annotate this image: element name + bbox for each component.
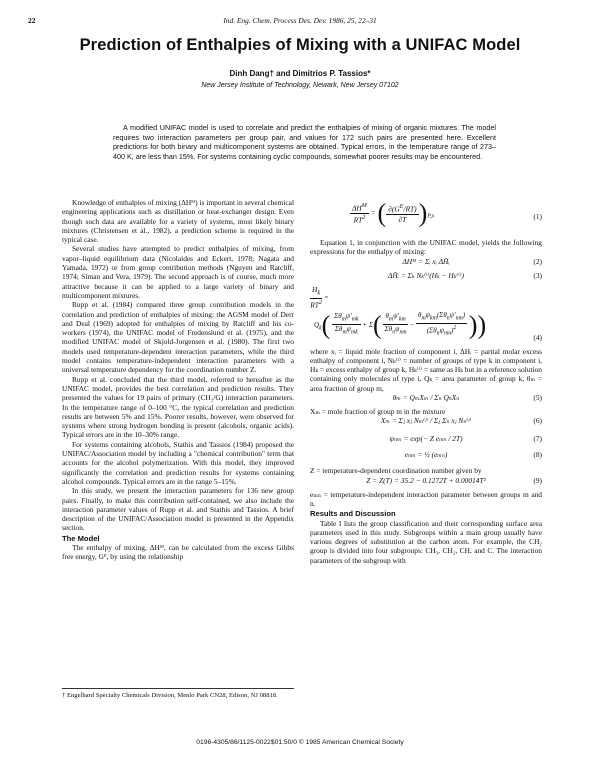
left-column [62,198,294,562]
equation-number: (8) [533,450,542,460]
equation-number: (3) [533,270,542,280]
equation-2 [310,257,542,271]
equation-9 [310,476,542,490]
section-heading-results: Results and Discussion [310,509,396,519]
paragraph: Table I lists the group classification and their corresponding surface area parameters used in this study. Subgroups within a main group usually have various degrees of substitution at the carbon atom. For example, the CH₂ group is divided into four subgroups: CH₃, CH₂, CH, and C. The interaction parameters of the subgroup with [310,518,542,565]
paragraph: eₘₙ = temperature-independent interaction parameter between groups m and n. [310,489,542,508]
paragraph: Rupp et al. concluded that the third model, referred to hereafter as the UNIFAC model, provides the best correlation and prediction results. They presented the values for 19 pairs of primary (CH₂/G) interaction parameters. In the temperature range of 0–100 °C, the typical correlation and prediction results are between 5% and 15%. Poorer results, however, were observed for systems where strong hydrogen bonding is present (alcohols, organic acids). Typical errors are in the 10–30% range. [62,374,294,440]
equation-text: Xₘ = Σⱼ xⱼ Nₘ⁽ʲ⁾ / Σⱼ Σₙ xⱼ Nₙ⁽ʲ⁾ [380,416,472,426]
paragraph: For systems containing alcohols, Stathis and Tassios (1984) proposed the UNIFAC/Association model by including a "chemical contribution" term that accounts for the alcohol polymerization. With this model, they improved significantly the correlation and prediction results for systems containing alcohol compounds. Typical errors are in the range 5–15%. [62,439,294,486]
right-column [310,198,542,565]
authors: Dinh Dang† and Dimitrios P. Tassios* [229,69,371,78]
equation-text: θₘ = QₘXₘ / Σₙ QₙXₙ [392,393,460,403]
abstract: A modified UNIFAC model is used to correlate and predict the enthalpies of mixing of organic mixtures. The model requires two interaction parameters per group pair, and values for 172 such pairs are presented here. Excellent predictions for both binary and multicomponent systems are obtained. Typical errors, in the temperature range of 273–400 K, are less than 15%. For systems containing cyclic compounds, somewhat poorer results may be encountered. [113,123,496,161]
equation-6 [310,416,542,434]
equation-text: Z = Z(T) = 35.2 − 0.1272T + 0.00014T² [366,475,486,485]
equation-text: ψₙₘ = exp(− Z eₙₘ / 2T) [389,434,463,444]
equation-number: (6) [533,416,542,426]
equation-3 [310,271,542,285]
equation-1: $\frac{\Delta H^M}{RT^2}$ = ( $\frac{\partial(G^E/RT)}{\partial T}$ )$_{P,x}$ (1) [352,198,542,228]
equation-number: (4) [533,332,542,342]
equation-text: ΔH̄ᵢ = Σₖ Nₖ⁽ⁱ⁾(Hₖ − Hₖ⁽ⁱ⁾) [388,270,464,280]
page-footer: 0196-4305/86/1125-0022$01.50/0 © 1985 American Chemical Society [196,739,404,746]
equation-number: (1) [533,212,542,221]
paper-title: Prediction of Enthalpies of Mixing with a UNIFAC Model [79,36,521,54]
equation-8 [310,450,542,466]
equation-number: (5) [533,393,542,403]
footnote: † Engelhard Specialty Chemicals Division, Menlo Park CN28, Edison, NJ 08818. [62,688,294,701]
paragraph: Knowledge of enthalpies of mixing (ΔHᴹ) is important in several chemical engineering applications such as distillation or heat-exchanger design. Even though such data are available for a variety of systems, most likely binary mixtures (Christensen et al., 1982), a prediction scheme is required in the typical case. [62,198,294,245]
equation-5 [310,393,542,407]
paragraph: Equation 1, in conjunction with the UNIFAC model, yields the following expressions for the enthalpy of mixing: [310,238,542,257]
paragraph: Rupp et al. (1984) compared three group contribution models in the correlation and prediction of enthalpies of mixing: the AGSM model of Derr and Deal (1969) adopted for enthalpies of mixing by Ratcliff and his co-workers (1974), the UNIFAC model of Fredenslund et al. (1975), and the modified UNIFAC model of Skjold-Jorgensen et al. (1980). The first two models used temperature-dependent interaction parameters, while the third model contains temperature-independent interaction parameters with a universal temperature dependency for the coordination number Z. [62,300,294,375]
paragraph: where xᵢ = liquid mole fraction of component i, ΔHᵢ = partial molar excess enthalpy of component i, Nₖ⁽ⁱ⁾ = number of groups of type k in component i, Hₖ = excess enthalpy of group k, Hₖ⁽ⁱ⁾ = same as Hₖ but in a reference solution containing only molecules of type i, Qₖ = area parameter of group k, θₘ = area fraction of group m, [310,346,542,393]
paragraph: Several studies have attempted to predict enthalpies of mixing, from vapor–liquid equilibrium data (Nicolaides and Eckert, 1978; Nagata and Yamada, 1972) or from group contribution methods (Nguyen and Ratcliff, 1974; Siman and Vera, 1979). The second approach is of course, much more attractive because it can be applied to a large variety of binary and multicomponent mixtures. [62,244,294,300]
equation-text: ΔHᴹ = Σᵢ xᵢ ΔH̄ᵢ [402,256,450,266]
affiliation: New Jersey Institute of Technology, Newark, New Jersey 07102 [201,82,399,89]
journal-citation: Ind. Eng. Chem. Process Des. Dev. 1986, 25, 22–31 [223,16,377,25]
paragraph: Z = temperature-dependent coordination number given by [310,466,482,476]
section-heading-model: The Model [62,533,100,543]
equation-number: (2) [533,256,542,266]
paragraph: The enthalpy of mixing, ΔHᴹ, can be calculated from the excess Gibbs free energy, Gᴱ, by using the relationship [62,542,294,562]
page-number: 22 [28,16,36,25]
paragraph: Xₘ = mole fraction of group m in the mixture [310,407,446,417]
equation-number: (7) [533,434,542,444]
equation-4: $\frac{H_k}{RT^2}$ = $Q_k$( $\frac{\Sigma\theta_m\psi'_{mk}}{\Sigma\theta_m\psi_{mk}}$ + Σ( $\frac{\theta_m\psi'_{km}}{\Sigma\theta_n\psi_{nm}}$ − $\frac{\theta_m\psi_{km}(\Sigma\theta_n\psi'_{nm})}{(\Sigma\theta_n\psi_{nm})^2}$ )) (4) [310,284,542,342]
equation-7 [310,434,542,450]
equation-text: eₙₘ = ½ (eₘₙ) [404,450,448,460]
equation-number: (9) [533,475,542,485]
paragraph: In this study, we present the interaction parameters for 136 new group pairs. Finally, to make this contribution self-contained, we also include the interaction parameter values of Rupp et al. and Stathis and Tassios. A brief description of the UNIFAC/Association model is presented in the Appendix section. [62,486,294,533]
